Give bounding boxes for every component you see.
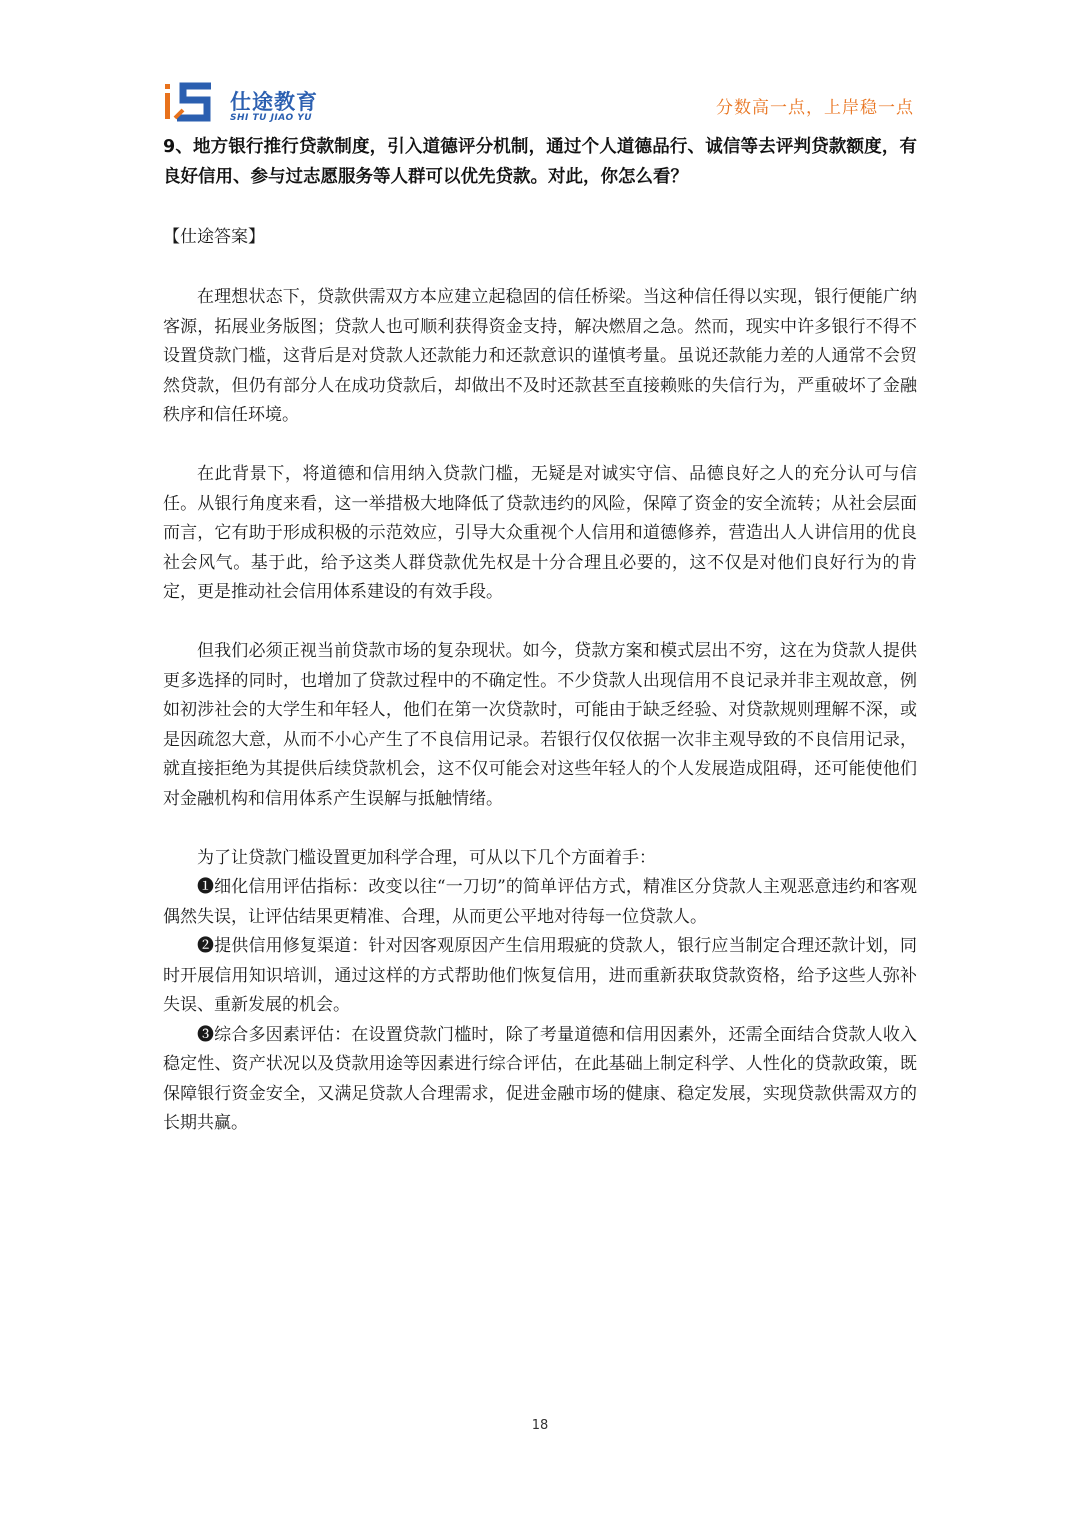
brand-name: 仕途教育 [230,90,318,114]
answer-paragraph-2: 在此背景下，将道德和信用纳入贷款门槛，无疑是对诚实守信、品德良好之人的充分认可与信任。从银行角度来看，这一举措极大地降低了贷款违约的风险，保障了资金的安全流转；从社会层面而言，它有助于形成积极的示范效应，引导大众重视个人信用和道德修养，营造出人人讲信用的优良社会风气。基于此，给予这类人群贷款优先权是十分合理且必要的，这不仅是对他们良好行为的肯定，更是推动社会信用体系建设的有效手段。 [163,464,917,602]
measure-item-1: ❶细化信用评估指标：改变以往“一刀切”的简单评估方式，精准区分贷款人主观恶意违约和客观偶然失误，让评估结果更精准、合理，从而更公平地对待每一位贷款人。 [163,877,917,927]
answer-paragraph-1: 在理想状态下，贷款供需双方本应建立起稳固的信任桥梁。当这种信任得以实现，银行便能广纳客源，拓展业务版图；贷款人也可顺利获得资金支持，解决燃眉之急。然而，现实中许多银行不得不设置贷款门槛，这背后是对贷款人还款能力和还款意识的谨慎考量。虽说还款能力差的人通常不会贸然贷款，但仍有部分人在成功贷款后，却做出不及时还款甚至直接赖账的失信行为，严重破坏了金融秩序和信任环境。 [163,287,917,425]
answer-label: 【仕途答案】 [163,227,265,247]
question-heading: 9、地方银行推行贷款制度，引入道德评分机制，通过个人道德品行、诚信等去评判贷款额度，有良好信用、参与过志愿服务等人群可以优先贷款。对此，你怎么看？ [163,137,917,187]
brand-pinyin: SHI TU JIAO YU [230,113,313,123]
answer-paragraph-3: 但我们必须正视当前贷款市场的复杂现状。如今，贷款方案和模式层出不穷，这在为贷款人提供更多选择的同时，也增加了贷款过程中的不确定性。不少贷款人出现信用不良记录并非主观故意，例如初涉社会的大学生和年轻人，他们在第一次贷款时，可能由于缺乏经验、对贷款规则理解不深，或是因疏忽大意，从而不小心产生了不良信用记录。若银行仅仅依据一次非主观导致的不良信用记录，就直接拒绝为其提供后续贷款机会，这不仅可能会对这些年轻人的个人发展造成阻碍，还可能使他们对金融机构和信用体系产生误解与抵触情绪。 [163,641,917,809]
page-number: 18 [531,1418,549,1433]
document-body [163,132,917,1139]
measure-item-2: ❷提供信用修复渠道：针对因客观原因产生信用瑕疵的贷款人，银行应当制定合理还款计划，同时开展信用知识培训，通过这样的方式帮助他们恢复信用，进而重新获取贷款资格，给予这些人弥补失误、重新发展的机会。 [163,936,917,1015]
brand-logo [163,80,363,130]
page-header [0,0,1080,130]
header-slogan: 分数高一点，上岸稳一点 [716,98,914,118]
measure-item-3: ❸综合多因素评估：在设置贷款门槛时，除了考量道德和信用因素外，还需全面结合贷款人收入稳定性、资产状况以及贷款用途等因素进行综合评估，在此基础上制定科学、人性化的贷款政策，既保障银行资金安全，又满足贷款人合理需求，促进金融市场的健康、稳定发展，实现贷款供需双方的长期共赢。 [163,1024,917,1133]
shitu-logo-icon [163,80,223,124]
answer-paragraph-4: 为了让贷款门槛设置更加科学合理，可从以下几个方面着手： [197,847,656,868]
